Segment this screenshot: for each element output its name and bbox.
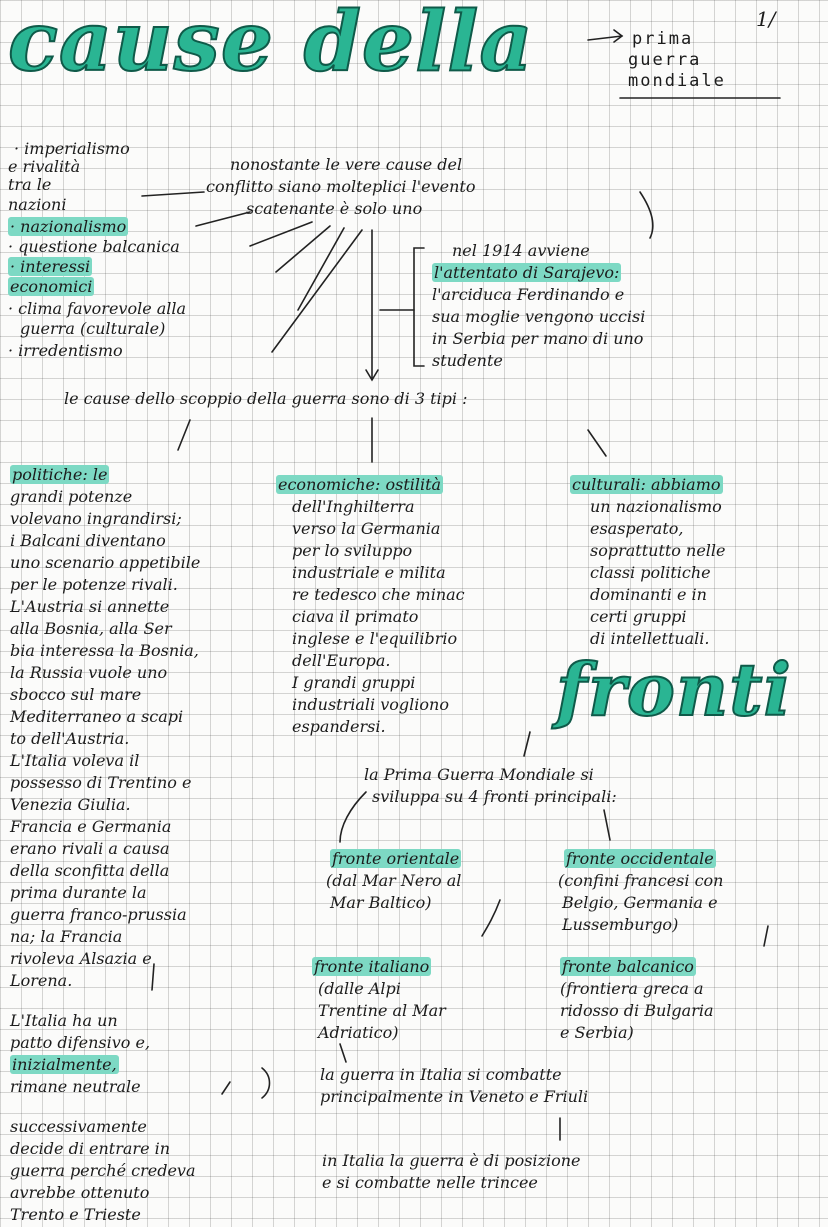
italy-later-line: guerra perché credeva: [10, 1161, 196, 1180]
arrow-italy-front: [340, 1044, 346, 1062]
arrow-nationalism: [196, 212, 250, 226]
cause-line: nazioni: [8, 195, 67, 214]
cultural-heading: culturali: abbiamo: [572, 475, 721, 494]
arrow-imperialism: [142, 192, 204, 196]
economic-line: espandersi.: [292, 717, 386, 736]
political-line: la Russia vuole uno: [10, 663, 168, 682]
arrow-western-down: [764, 926, 768, 946]
political-line: per le potenze rivali.: [10, 575, 178, 594]
political-line: Francia e Germania: [10, 817, 172, 836]
cultural-line: certi gruppi: [590, 607, 687, 626]
political-line: Venezia Giulia.: [10, 795, 131, 814]
economic-line: dell'Inghilterra: [292, 497, 415, 516]
western-front-line: (confini francesi con: [558, 871, 724, 890]
subtitle-line-2: guerra: [628, 50, 702, 70]
arrow-eastern-down: [482, 900, 500, 936]
political-line: rivoleva Alsazia e: [10, 949, 152, 968]
italian-front-line: Adriatico): [318, 1023, 399, 1042]
arrow-eastern: [340, 792, 366, 842]
fronti-intro-line: sviluppa su 4 fronti principali:: [372, 787, 617, 806]
title-arrow: [588, 36, 622, 40]
italy-later-line: Trento e Trieste: [10, 1205, 141, 1224]
cultural-line: di intellettuali.: [590, 629, 710, 648]
cultural-line: un nazionalismo: [590, 497, 722, 516]
page-title: cause della: [8, 0, 534, 90]
arrowhead-down-types: [366, 370, 378, 380]
italian-front-line: (dalle Alpi: [318, 979, 401, 998]
balkan-front-title: fronte balcanico: [562, 957, 694, 976]
sarajevo-line: sua moglie vengono uccisi: [432, 307, 646, 326]
italy-front-line: la guerra in Italia si combatte: [320, 1065, 562, 1084]
subtitle-line-1: prima: [632, 29, 694, 49]
political-line: bia interessa la Bosnia,: [10, 641, 199, 660]
center-note-line: conflitto siano molteplici l'evento: [206, 177, 476, 196]
economic-heading: economiche: ostilità: [278, 475, 442, 494]
economic-line: dell'Europa.: [292, 651, 391, 670]
center-note-line: scatenante è solo uno: [246, 199, 423, 218]
eastern-front-line: Mar Baltico): [330, 893, 432, 912]
political-line: i Balcani diventano: [10, 531, 166, 550]
western-front-line: Lussemburgo): [562, 915, 679, 934]
arrow-italy-neutral: [152, 964, 154, 990]
arrow-fronti: [524, 732, 530, 756]
arrow-political: [178, 420, 190, 450]
political-line: Lorena.: [10, 971, 73, 990]
sarajevo-attack: l'attentato di Sarajevo:: [434, 263, 620, 282]
political-line: alla Bosnia, alla Ser: [10, 619, 172, 638]
economic-line: industriali vogliono: [292, 695, 449, 714]
italy-pact-line: patto difensivo e,: [10, 1033, 151, 1052]
arrow-sarajevo: [640, 192, 653, 238]
balkan-front-line: ridosso di Bulgaria: [560, 1001, 714, 1020]
political-line: grandi potenze: [10, 487, 133, 506]
cause-nationalism: · nazionalismo: [10, 217, 127, 236]
cause-irredentism: · irredentismo: [8, 341, 123, 360]
cause-line: economici: [10, 277, 93, 296]
cause-line: e rivalità: [8, 157, 81, 176]
cause-types-heading: le cause dello scoppio della guerra sono di 3 tipi :: [64, 389, 468, 408]
cause-balkan-question: · questione balcanica: [8, 237, 180, 256]
political-line: volevano ingrandirsi;: [10, 509, 182, 528]
subtitle-line-3: mondiale: [628, 71, 726, 91]
arrow-cultural: [588, 430, 606, 456]
italy-later-line: decide di entrare in: [10, 1139, 171, 1158]
center-note-line: nonostante le vere cause del: [230, 155, 463, 174]
italy-neutral: rimane neutrale: [10, 1077, 141, 1096]
economic-line: re tedesco che minac: [292, 585, 465, 604]
arrow-interests: [276, 226, 330, 272]
political-line: della sconfitta della: [10, 861, 170, 880]
neutral-bracket: [262, 1068, 270, 1098]
sarajevo-line: l'arciduca Ferdinando e: [432, 285, 625, 304]
sarajevo-line: nel 1914 avviene: [452, 241, 590, 260]
trenches-line: in Italia la guerra è di posizione: [322, 1151, 581, 1170]
arrow-western: [604, 810, 610, 840]
sarajevo-bracket: [414, 248, 424, 366]
cultural-line: classi politiche: [590, 563, 711, 582]
economic-line: per lo sviluppo: [292, 541, 413, 560]
political-line: guerra franco-prussia: [10, 905, 187, 924]
arrow-irredentism: [272, 230, 362, 352]
political-line: na; la Francia: [10, 927, 123, 946]
political-line: uno scenario appetibile: [10, 553, 201, 572]
balkan-front-line: (frontiera greca a: [560, 979, 704, 998]
sarajevo-line: studente: [432, 351, 503, 370]
economic-line: verso la Germania: [292, 519, 441, 538]
cause-war-climate: · clima favorevole alla: [8, 299, 187, 318]
italy-front-line: principalmente in Veneto e Friuli: [320, 1087, 589, 1106]
italy-later-line: avrebbe ottenuto: [10, 1183, 150, 1202]
cause-imperialism: · imperialismo: [14, 139, 130, 158]
western-front-title: fronte occidentale: [566, 849, 714, 868]
political-heading: politiche: le: [12, 465, 108, 484]
political-line: L'Austria si annette: [10, 597, 170, 616]
italy-pact: L'Italia ha un: [10, 1011, 118, 1030]
italian-front-title: fronte italiano: [314, 957, 430, 976]
cultural-line: esasperato,: [590, 519, 684, 538]
eastern-front-line: (dal Mar Nero al: [326, 871, 462, 890]
political-line: erano rivali a causa: [10, 839, 170, 858]
fronti-title: fronti: [556, 647, 792, 732]
italy-later-line: successivamente: [10, 1117, 147, 1136]
title-arrowhead: [614, 30, 622, 42]
fronti-intro-line: la Prima Guerra Mondiale si: [364, 765, 594, 784]
political-line: possesso di Trentino e: [10, 773, 192, 792]
political-line: Mediterraneo a scapi: [10, 707, 184, 726]
page-number-mark: 1/: [756, 7, 776, 31]
political-line: prima durante la: [10, 883, 147, 902]
cultural-line: dominanti e in: [590, 585, 707, 604]
economic-line: ciava il primato: [292, 607, 419, 626]
cause-economic-interests: · interessi: [10, 257, 91, 276]
cause-line: tra le: [8, 175, 52, 194]
economic-line: I grandi gruppi: [292, 673, 416, 692]
italy-initially: inizialmente,: [12, 1055, 117, 1074]
sarajevo-line: in Serbia per mano di uno: [432, 329, 644, 348]
political-line: sbocco sul mare: [10, 685, 142, 704]
arrow-balkan: [250, 222, 312, 246]
italian-front-line: Trentine al Mar: [318, 1001, 446, 1020]
trenches-line: e si combatte nelle trincee: [322, 1173, 538, 1192]
arrow-climate: [298, 228, 344, 310]
political-line: to dell'Austria.: [10, 729, 130, 748]
arrow-italy-later: [222, 1082, 230, 1094]
western-front-line: Belgio, Germania e: [562, 893, 718, 912]
economic-line: inglese e l'equilibrio: [292, 629, 458, 648]
cause-line: guerra (culturale): [20, 319, 166, 338]
economic-line: industriale e milita: [292, 563, 446, 582]
eastern-front-title: fronte orientale: [332, 849, 460, 868]
balkan-front-line: e Serbia): [560, 1023, 634, 1042]
cultural-line: soprattutto nelle: [590, 541, 726, 560]
political-line: L'Italia voleva il: [10, 751, 140, 770]
